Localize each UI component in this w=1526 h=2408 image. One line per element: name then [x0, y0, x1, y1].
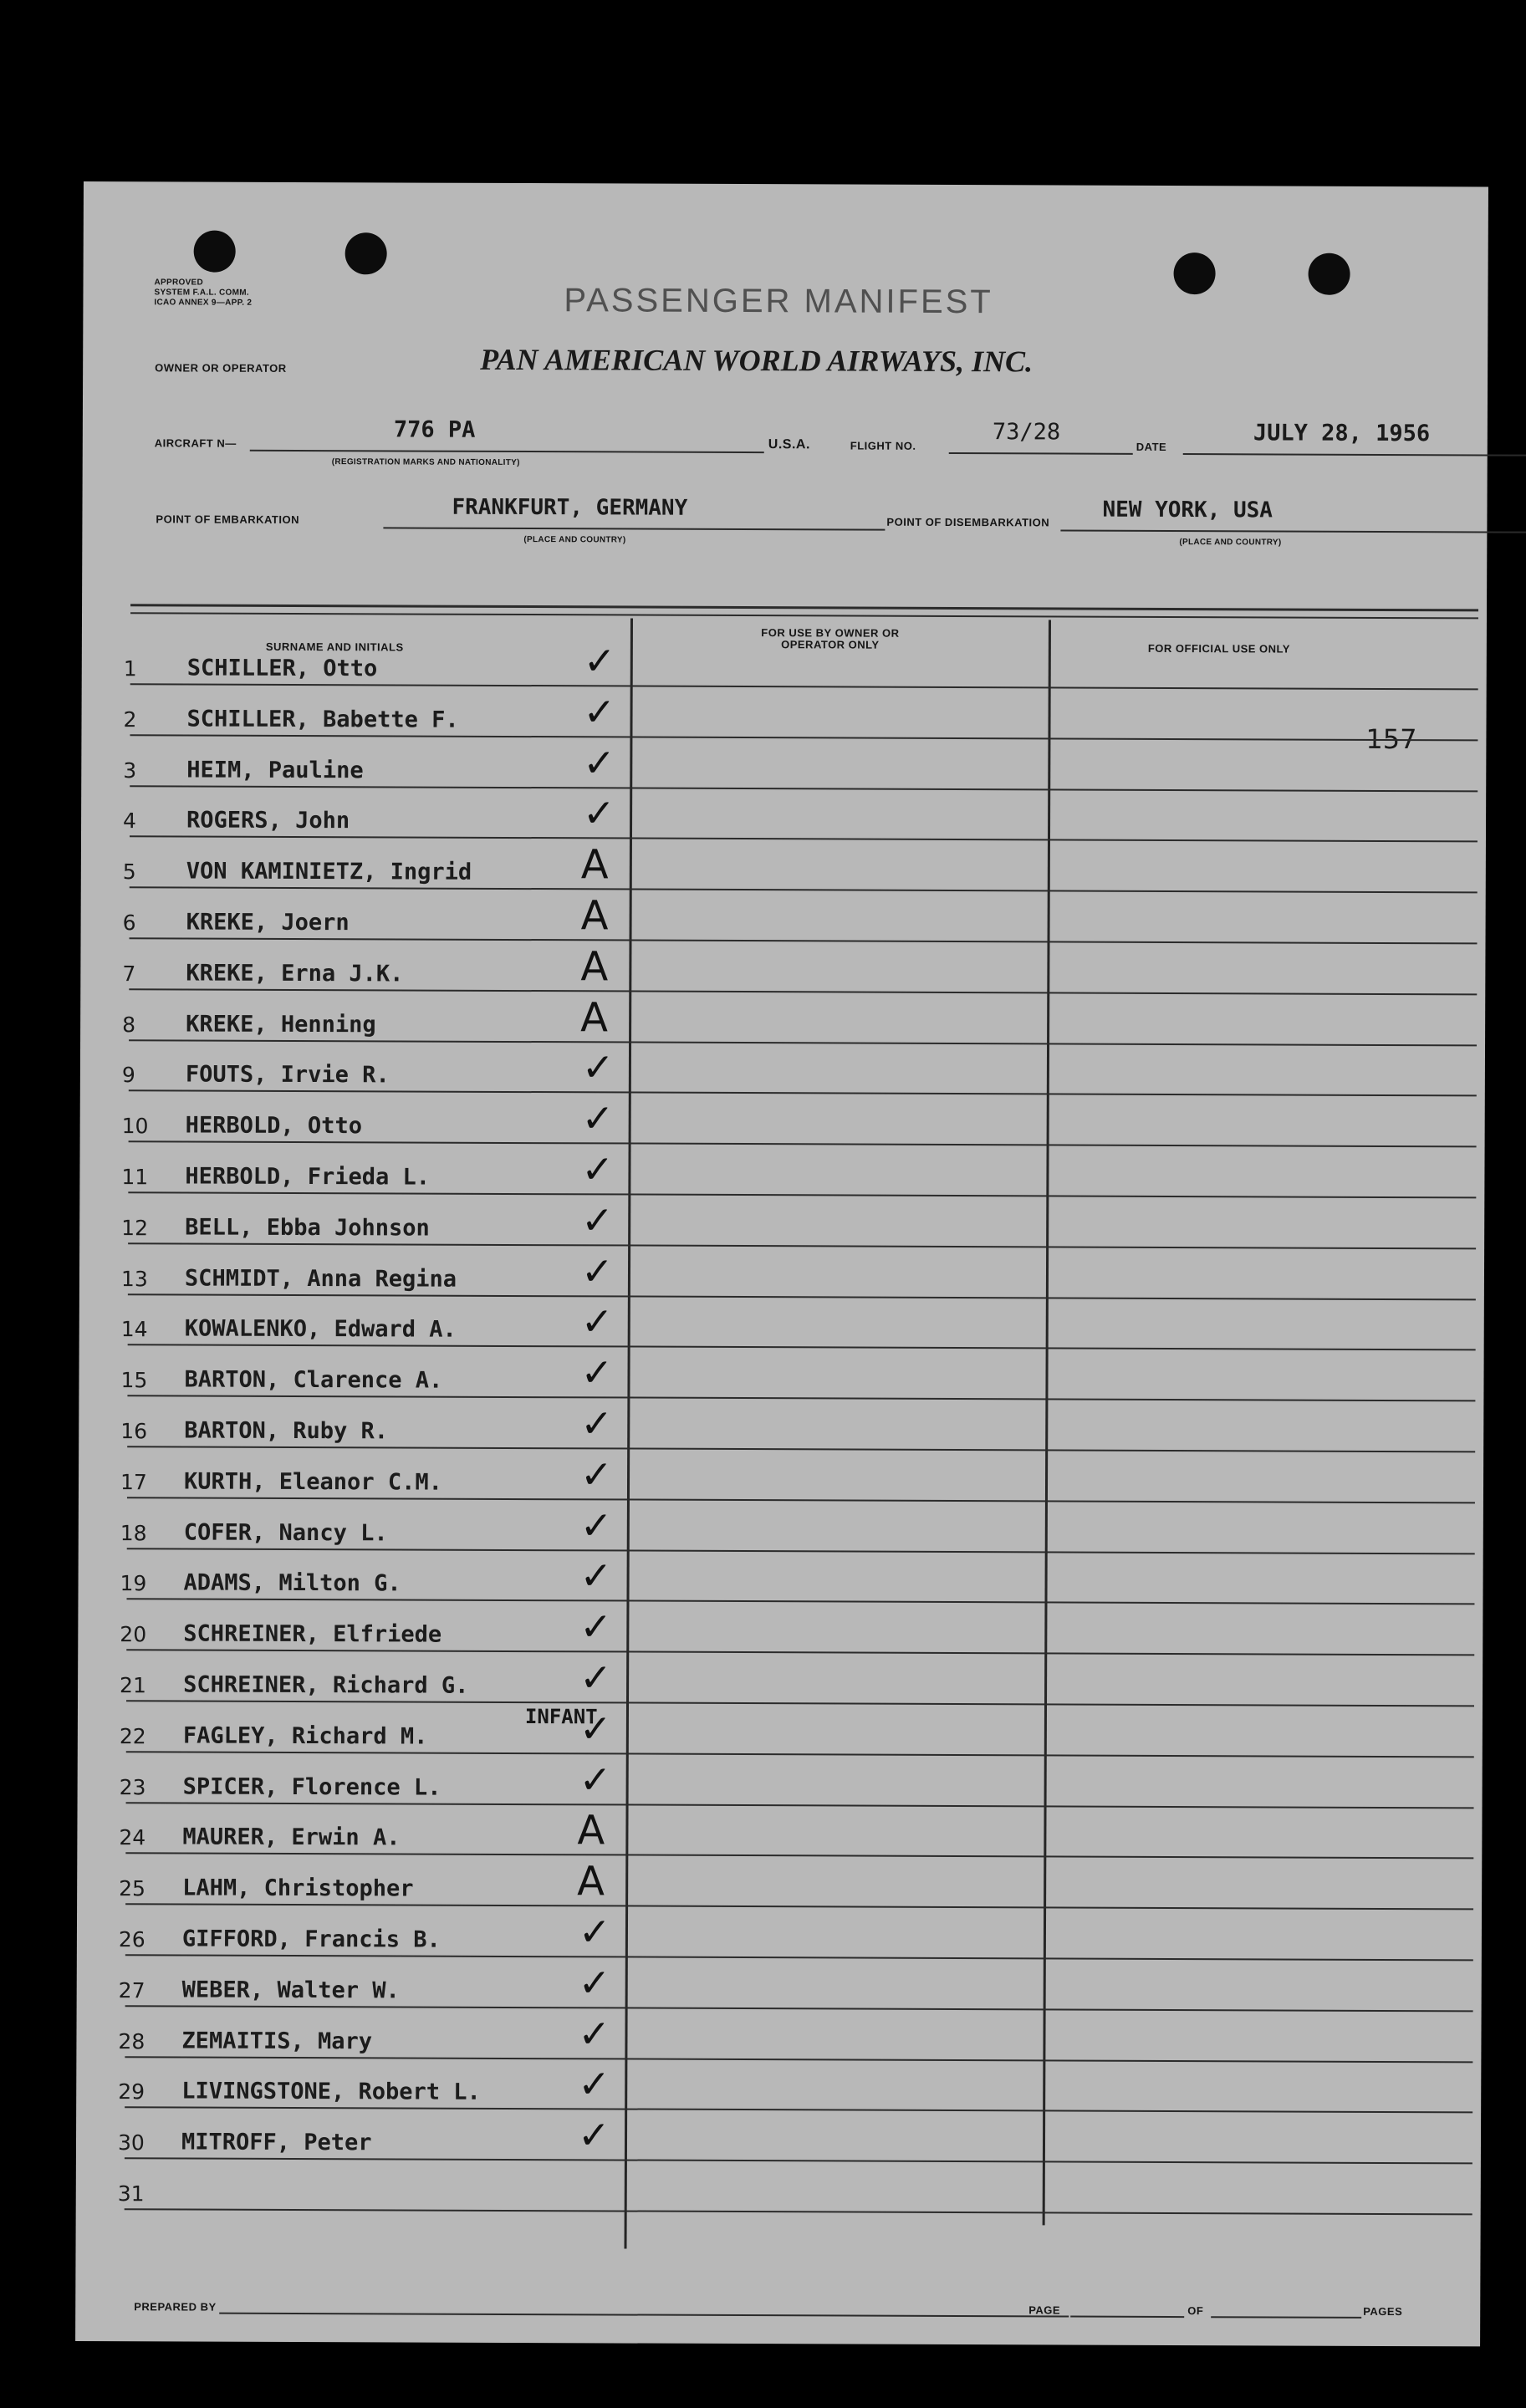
header-official: FOR OFFICIAL USE ONLY: [1147, 641, 1291, 656]
row-rule: [125, 2208, 1472, 2215]
passenger-name: WEBER, Walter W.: [181, 1977, 400, 2004]
row-rule: [125, 2157, 1472, 2164]
row-rule: [130, 734, 1478, 741]
column-divider: [1043, 620, 1051, 2225]
check-mark: A: [580, 892, 609, 940]
page-title: PASSENGER MANIFEST: [564, 282, 993, 321]
page-label: PAGE: [1028, 2303, 1061, 2317]
check-mark: ✓: [579, 1604, 613, 1650]
row-number: 13: [120, 1266, 148, 1291]
punch-hole: [1173, 253, 1215, 294]
passenger-name: GIFFORD, Francis B.: [181, 1926, 441, 1953]
row-number: 26: [118, 1927, 145, 1952]
check-mark: A: [577, 1807, 605, 1854]
row-rule: [130, 683, 1478, 690]
row-number: 6: [122, 911, 136, 936]
passenger-name: BARTON, Ruby R.: [184, 1417, 389, 1445]
row-number: 15: [120, 1368, 148, 1393]
row-number: 5: [122, 860, 136, 885]
row-number: 25: [119, 1876, 146, 1901]
row-rule: [130, 937, 1478, 944]
row-rule: [130, 836, 1478, 843]
passenger-name: MAURER, Erwin A.: [182, 1824, 401, 1851]
disembark-value: NEW YORK, USA: [1102, 497, 1273, 523]
check-mark: ✓: [579, 1553, 613, 1599]
passenger-name: LIVINGSTONE, Robert L.: [181, 2078, 481, 2106]
flight-label: FLIGHT NO.: [850, 439, 916, 452]
passenger-name: FOUTS, Irvie R.: [185, 1061, 390, 1089]
passenger-name: KREKE, Henning: [186, 1011, 376, 1038]
official-note: 157: [1365, 722, 1417, 756]
passenger-name: ADAMS, Milton G.: [183, 1569, 401, 1597]
row-number: 9: [121, 1063, 135, 1088]
row-number: 18: [120, 1520, 147, 1545]
row-rule: [126, 1599, 1474, 1605]
check-mark: A: [580, 993, 609, 1042]
row-number: 3: [123, 758, 137, 783]
row-rule: [128, 1191, 1476, 1198]
check-mark: ✓: [580, 1400, 613, 1446]
punch-hole: [1308, 253, 1350, 295]
check-mark: ✓: [583, 638, 616, 684]
punch-hole: [345, 232, 387, 274]
row-rule: [129, 1090, 1477, 1097]
pages-label: PAGES: [1363, 2304, 1403, 2319]
check-mark: ✓: [581, 1044, 615, 1090]
passenger-name: HEIM, Pauline: [186, 757, 364, 783]
row-rule: [127, 1497, 1475, 1503]
disembark-label: POINT OF DISEMBARKATION: [886, 515, 1050, 529]
check-mark: ✓: [580, 1349, 614, 1395]
column-divider: [625, 619, 633, 2249]
passenger-name: SCHILLER, Otto: [186, 655, 378, 682]
check-mark: ✓: [578, 2061, 610, 2107]
row-rule: [129, 1039, 1477, 1046]
aircraft-value: 776 PA: [393, 416, 476, 443]
row-rule: [126, 1751, 1474, 1758]
row-rule: [125, 2056, 1472, 2063]
row-rule: [125, 1903, 1473, 1910]
passenger-name: SCHREINER, Richard G.: [183, 1671, 469, 1699]
of-label: OF: [1187, 2304, 1204, 2318]
place-caption: (PLACE AND COUNTRY): [523, 535, 626, 545]
row-rule: [125, 1954, 1473, 1961]
row-number: 19: [120, 1571, 147, 1596]
check-mark: ✓: [579, 1706, 612, 1752]
infant-note: INFANT: [524, 1705, 598, 1729]
check-mark: ✓: [580, 1298, 614, 1344]
row-rule: [127, 1548, 1475, 1554]
check-mark: A: [577, 1858, 605, 1905]
check-mark: ✓: [579, 1502, 613, 1548]
row-number: 7: [122, 961, 136, 987]
check-mark: ✓: [578, 1960, 611, 2006]
passenger-name: HERBOLD, Frieda L.: [185, 1163, 431, 1191]
row-number: 24: [119, 1825, 146, 1850]
row-rule: [130, 785, 1478, 792]
place-caption: (PLACE AND COUNTRY): [1179, 538, 1282, 548]
row-number: 28: [118, 2028, 145, 2053]
row-rule: [127, 1395, 1475, 1401]
check-mark: ✓: [583, 739, 615, 786]
check-mark: ✓: [578, 2010, 611, 2057]
punch-hole: [194, 231, 236, 273]
check-mark: ✓: [580, 1247, 614, 1294]
passenger-name: COFER, Nancy L.: [183, 1519, 388, 1547]
check-mark: ✓: [579, 1655, 612, 1701]
row-rule: [127, 1446, 1475, 1452]
approval-stamp: APPROVED SYSTEM F.A.L. COMM. ICAO ANNEX 9—APP. 2: [154, 278, 253, 308]
row-number: 16: [120, 1419, 148, 1444]
row-rule: [126, 1700, 1474, 1707]
row-rule: [125, 1853, 1473, 1860]
row-number: 20: [120, 1622, 147, 1647]
passenger-name: KREKE, Joern: [186, 909, 350, 936]
row-rule: [130, 886, 1478, 893]
row-number: 11: [121, 1165, 149, 1190]
row-rule: [129, 988, 1477, 995]
row-rule: [126, 1802, 1474, 1809]
row-number: 30: [117, 2130, 145, 2155]
check-mark: ✓: [582, 790, 615, 836]
row-rule: [129, 1140, 1477, 1147]
check-mark: ✓: [581, 1095, 615, 1141]
check-mark: ✓: [579, 1756, 612, 1803]
passenger-name: SPICER, Florence L.: [182, 1773, 441, 1801]
row-rule: [128, 1344, 1476, 1351]
row-number: 2: [123, 707, 137, 732]
passenger-name: KOWALENKO, Edward A.: [184, 1315, 457, 1344]
passenger-name: SCHMIDT, Anna Regina: [184, 1265, 457, 1293]
check-mark: A: [580, 841, 609, 889]
passenger-name: BELL, Ebba Johnson: [185, 1214, 430, 1242]
row-number: 14: [120, 1317, 148, 1342]
check-mark: ✓: [579, 1451, 613, 1497]
passenger-name: ZEMAITIS, Mary: [181, 2028, 373, 2054]
row-number: 29: [118, 2079, 145, 2104]
owner-label: OWNER OR OPERATOR: [155, 361, 287, 375]
passenger-name: KREKE, Erna J.K.: [186, 960, 404, 987]
passenger-name: KURTH, Eleanor C.M.: [183, 1468, 442, 1496]
row-number: 22: [119, 1723, 146, 1749]
operator-name: PAN AMERICAN WORLD AIRWAYS, INC.: [480, 342, 1033, 379]
header-surname: SURNAME AND INITIALS: [265, 640, 404, 654]
date-value: JULY 28, 1956: [1253, 420, 1431, 447]
aircraft-label: AIRCRAFT N—: [154, 436, 237, 450]
passenger-name: SCHREINER, Elfriede: [183, 1620, 442, 1648]
passenger-name: MITROFF, Peter: [181, 2129, 372, 2156]
passenger-name: VON KAMINIETZ, Ingrid: [186, 858, 472, 885]
usa-label: U.S.A.: [768, 437, 810, 452]
row-number: 8: [122, 1012, 136, 1037]
header-owner-use: FOR USE BY OWNER OR OPERATOR ONLY: [761, 626, 900, 651]
manifest-sheet: [75, 181, 1488, 2346]
row-rule: [126, 1649, 1474, 1656]
check-mark: ✓: [581, 1146, 615, 1192]
row-number: 31: [117, 2181, 145, 2206]
passenger-name: BARTON, Clarence A.: [184, 1366, 443, 1394]
registration-caption: (REGISTRATION MARKS AND NATIONALITY): [331, 457, 520, 468]
passenger-name: SCHILLER, Babette F.: [186, 706, 459, 733]
row-number: 17: [120, 1469, 147, 1495]
check-mark: ✓: [577, 2112, 610, 2158]
row-number: 12: [121, 1215, 149, 1241]
check-mark: A: [580, 943, 609, 991]
row-number: 10: [121, 1114, 149, 1139]
passenger-name: FAGLEY, Richard M.: [182, 1722, 428, 1750]
row-rule: [125, 2107, 1472, 2114]
row-rule: [128, 1293, 1476, 1300]
check-mark: ✓: [583, 689, 616, 735]
embark-value: FRANKFURT, GERMANY: [452, 494, 688, 521]
embark-label: POINT OF EMBARKATION: [156, 513, 300, 526]
passenger-name: LAHM, Christopher: [182, 1875, 414, 1902]
row-number: 23: [119, 1774, 146, 1799]
row-rule: [128, 1242, 1476, 1249]
passenger-name: HERBOLD, Otto: [185, 1112, 363, 1140]
prepared-by-label: PREPARED BY: [134, 2300, 217, 2314]
check-mark: ✓: [578, 1909, 611, 1955]
row-number: 1: [123, 656, 137, 681]
date-label: DATE: [1136, 440, 1167, 453]
row-number: 21: [120, 1673, 146, 1698]
row-number: 4: [123, 809, 137, 834]
row-number: 27: [118, 1977, 145, 2003]
row-rule: [125, 2005, 1473, 2012]
passenger-name: ROGERS, John: [186, 807, 350, 834]
flight-number: 73/28: [992, 419, 1061, 446]
check-mark: ✓: [581, 1197, 614, 1243]
